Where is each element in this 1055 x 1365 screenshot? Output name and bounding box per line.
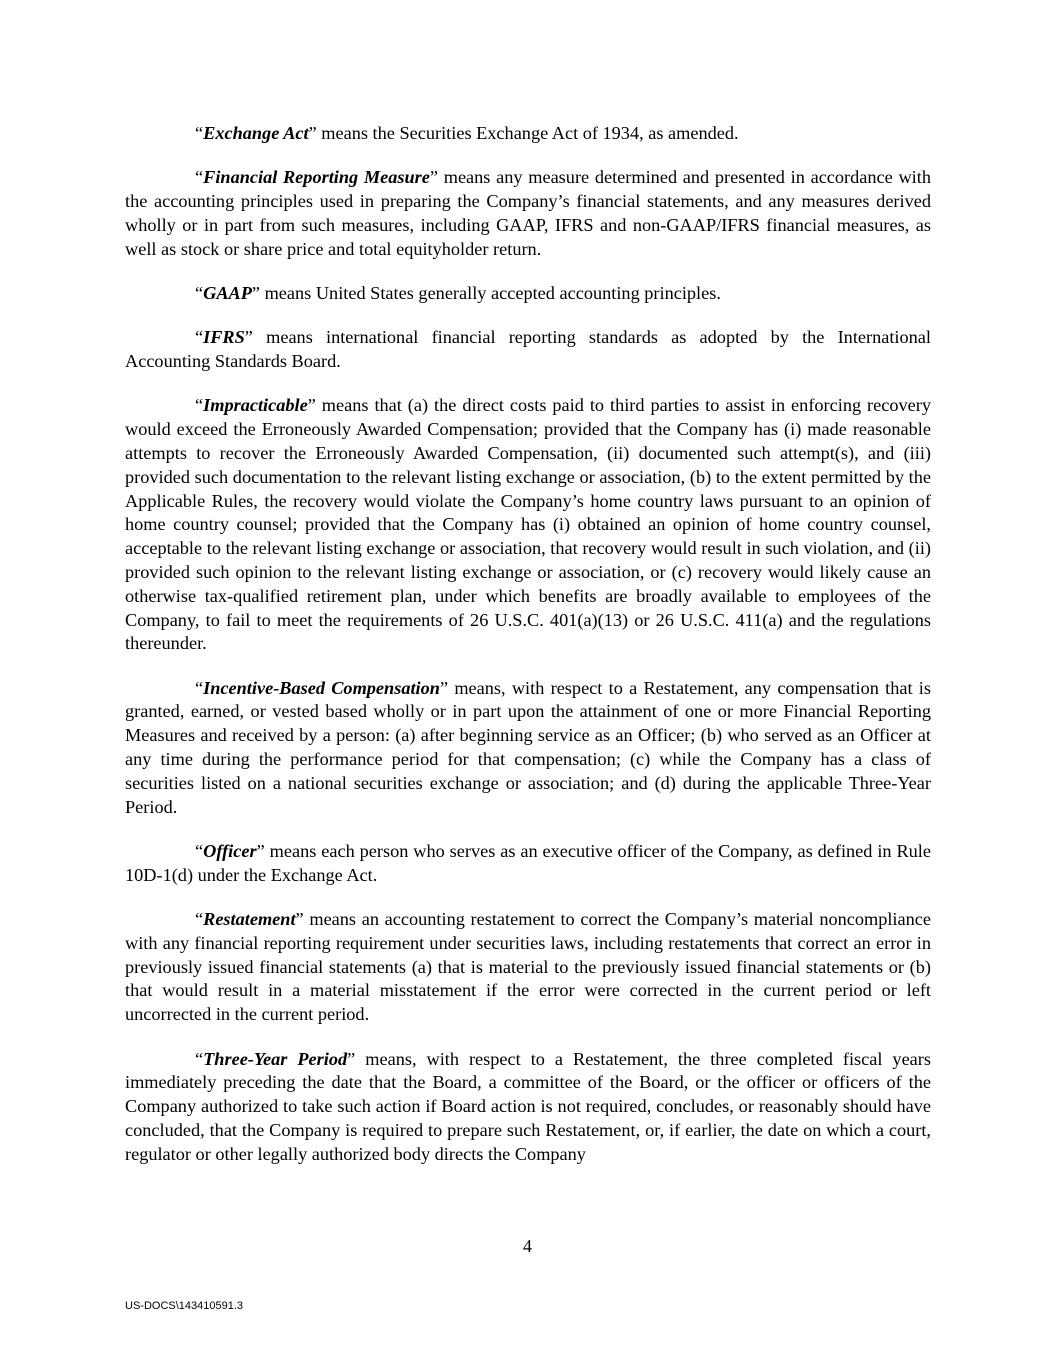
- close-quote: ”: [429, 167, 439, 188]
- defined-term: Officer: [203, 840, 257, 861]
- defined-term: Financial Reporting Measure: [203, 167, 430, 188]
- definition-text: means, with respect to a Restatement, any compensation that is granted, earned, or vested based wholly or in part upon the attainment of one or more Financial Reporting Measures and received by a person: (a) after beginning service as an Officer; (b) who served as an Officer at any time during the performance period for that compensation; (c) while the Company has a class of securities listed on a national securities exchange or association; and (d) during the applicable Three-Year Period.: [125, 677, 931, 817]
- document-id: US-DOCS\143410591.3: [125, 1300, 244, 1312]
- definition-restatement: [125, 908, 931, 1027]
- open-quote: “: [195, 909, 204, 930]
- definition-text: means an accounting restatement to correct the Company’s material noncompliance with any financial reporting requirement under securities laws, including restatements that correct an error in previously issued financial statements (a) that is material to the previously issued financial statements or (b) that would result in a material misstatement if the error were corrected in the current period or left uncorrected in the current period.: [125, 909, 931, 1025]
- close-quote: ”: [439, 677, 449, 698]
- defined-term: Restatement: [203, 909, 296, 930]
- definition-text: means, with respect to a Restatement, the three completed fiscal years immediately preceding the date that the Board, a committee of the Board, or the officer or officers of the Company authorized to take such action if Board action is not required, concludes, or reasonably should have concluded, that the Company is required to prepare such Restatement, or, if earlier, the date on which a court, regulator or other legally authorized body directs the Company: [125, 1048, 931, 1164]
- defined-term: Exchange Act: [203, 123, 309, 143]
- defined-term: Impracticable: [203, 395, 308, 416]
- definition-impracticable: [125, 394, 931, 656]
- open-quote: “: [195, 1048, 204, 1069]
- definition-text: means international financial reporting standards as adopted by the International Accounting Standards Board.: [125, 327, 931, 372]
- definition-text: means the Securities Exchange Act of 1934, as amended.: [316, 123, 739, 143]
- definition-text: means that (a) the direct costs paid to third parties to assist in enforcing recovery would exceed the Erroneously Awarded Compensation; provided that the Company has (i) made reasonable attempts to recover the Erroneously Awarded Compensation, (ii) documented such attempt(s), and (iii) provided such documentation to the relevant listing exchange or association, (b) to the extent permitted by the Applicable Rules, the recovery would violate the Company’s home country laws pursuant to an opinion of home country counsel; provided that the Company has (i) obtained an opinion of home country counsel, acceptable to the relevant listing exchange or association, that recovery would result in such violation, and (ii) provided such opinion to the relevant listing exchange or association, or (c) recovery would likely cause an otherwise tax-qualified retirement plan, under which benefits are broadly available to employees of the Company, to fail to meet the requirements of 26 U.S.C. 401(a)(13) or 26 U.S.C. 411(a) and the regulations thereunder.: [125, 395, 931, 654]
- open-quote: “: [195, 677, 204, 698]
- definition-text: means any measure determined and presented in accordance with the accounting principles used in preparing the Company’s financial statements, and any measures derived wholly or in part from such measures, including GAAP, IFRS and non-GAAP/IFRS financial measures, as well as stock or share price and total equityholder return.: [125, 167, 931, 259]
- definition-incentive-based-compensation: [125, 677, 931, 820]
- definition-ifrs: [125, 326, 931, 374]
- definition-financial-reporting-measure: [125, 166, 931, 261]
- defined-term: GAAP: [203, 282, 252, 303]
- close-quote: ”: [307, 395, 316, 416]
- close-quote: ”: [347, 1048, 356, 1069]
- definition-exchange-act: [125, 122, 931, 146]
- definition-officer: [125, 840, 931, 888]
- open-quote: “: [195, 840, 204, 861]
- open-quote: “: [195, 327, 204, 348]
- definition-gaap: [125, 282, 931, 306]
- close-quote: ”: [256, 840, 265, 861]
- defined-term: Incentive-Based Compensation: [203, 677, 440, 698]
- close-quote: ”: [251, 282, 261, 303]
- defined-term: IFRS: [203, 327, 245, 348]
- page-number: 4: [522, 1236, 533, 1256]
- definition-three-year-period: [125, 1048, 931, 1167]
- open-quote: “: [195, 395, 204, 416]
- close-quote: ”: [295, 909, 304, 930]
- defined-term: Three-Year Period: [203, 1048, 348, 1069]
- open-quote: “: [195, 167, 204, 188]
- document-body: [125, 122, 931, 1187]
- close-quote: ”: [244, 327, 253, 348]
- open-quote: “: [195, 123, 204, 143]
- open-quote: “: [195, 282, 204, 303]
- definition-text: means each person who serves as an executive officer of the Company, as defined in Rule 10D-1(d) under the Exchange Act.: [125, 840, 931, 885]
- close-quote: ”: [308, 123, 317, 143]
- definition-text: means United States generally accepted accounting principles.: [260, 282, 721, 303]
